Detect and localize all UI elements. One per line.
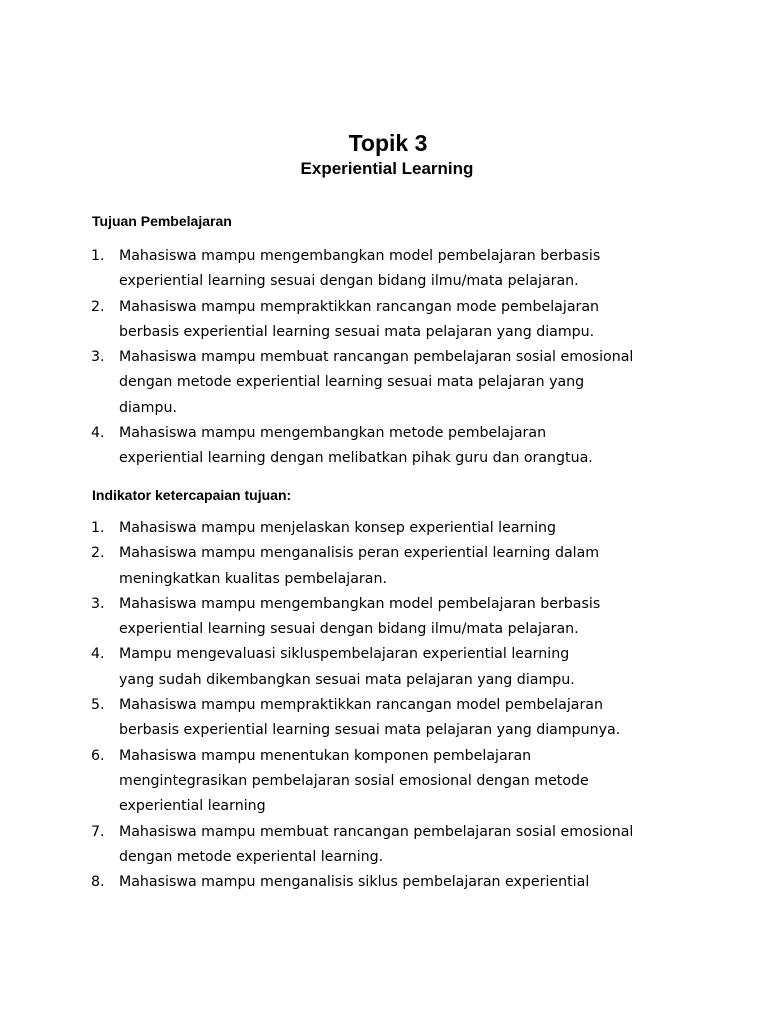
list-item-number: 2. (91, 298, 105, 315)
tujuan-list (0, 244, 768, 472)
list-item-number: 3. (91, 595, 105, 612)
list-item (0, 345, 684, 421)
list-item-text: Mahasiswa mampu mempraktikkan rancangan model pembelajaran berbasis experiential learning sesuai mata pelajaran yang diampunya. (119, 697, 621, 739)
list-item-number: 4. (91, 646, 105, 663)
list-item (0, 693, 684, 744)
list-item-text: Mahasiswa mampu membuat rancangan pembelajaran sosial emosional dengan metode experiential learning sesuai mata pelajaran yang diampu. (119, 349, 634, 416)
list-item-number: 7. (91, 823, 105, 840)
indikator-list (0, 516, 768, 895)
list-item-text: Mahasiswa mampu menganalisis siklus pembelajaran experiential (119, 874, 590, 891)
section-heading-indikator: Indikator ketercapaian tujuan: (92, 487, 292, 503)
list-item-text: Mahasiswa mampu mengembangkan metode pembelajaran experiential learning dengan melibatkan pihak guru dan orangtua. (119, 425, 593, 467)
list-item-text: Mahasiswa mampu mengembangkan model pembelajaran berbasis experiential learning sesuai dengan bidang ilmu/mata pelajaran. (119, 248, 601, 290)
list-item-text: Mahasiswa mampu menentukan komponen pembelajaran mengintegrasikan pembelajaran sosial emosional dengan metode experiential learning (119, 747, 589, 815)
list-item-text: Mahasiswa mampu membuat rancangan pembelajaran sosial emosional dengan metode experiental learning. (119, 823, 634, 865)
list-item (0, 421, 684, 472)
list-item (0, 541, 684, 592)
list-item-text: Mahasiswa mampu mengembangkan model pembelajaran berbasis experiential learning sesuai dengan bidang ilmu/mata pelajaran. (119, 595, 601, 638)
list-item (0, 516, 684, 541)
list-item (0, 870, 684, 895)
list-item (0, 592, 684, 643)
list-item-number: 8. (91, 874, 105, 891)
list-item-number: 3. (91, 349, 105, 366)
list-item (0, 744, 684, 820)
page-subtitle: Experiential Learning (300, 159, 474, 178)
list-item-number: 6. (91, 747, 105, 764)
list-item (0, 295, 684, 346)
list-item-text: Mahasiswa mampu mempraktikkan rancangan mode pembelajaran berbasis experiential learning sesuai mata pelajaran yang diampu. (119, 298, 600, 340)
list-item-number: 4. (91, 425, 105, 442)
list-item-number: 1. (91, 520, 105, 536)
list-item-text: Mampu mengevaluasi sikluspembelajaran experiential learning yang sudah dikembangkan sesuai mata pelajaran yang diampu. (119, 646, 575, 688)
list-item (0, 642, 684, 693)
list-item (0, 244, 684, 295)
list-item-text: Mahasiswa mampu menjelaskan konsep experiential learning (119, 520, 557, 536)
list-item (0, 820, 684, 871)
section-heading-tujuan: Tujuan Pembelajaran (92, 213, 232, 229)
list-item-text: Mahasiswa mampu menganalisis peran experiential learning dalam meningkatkan kualitas pembelajaran. (119, 545, 600, 587)
list-item-number: 1. (91, 248, 105, 264)
list-item-number: 2. (91, 545, 105, 562)
list-item-number: 5. (91, 697, 105, 714)
page-title: Topik 3 (348, 130, 428, 156)
